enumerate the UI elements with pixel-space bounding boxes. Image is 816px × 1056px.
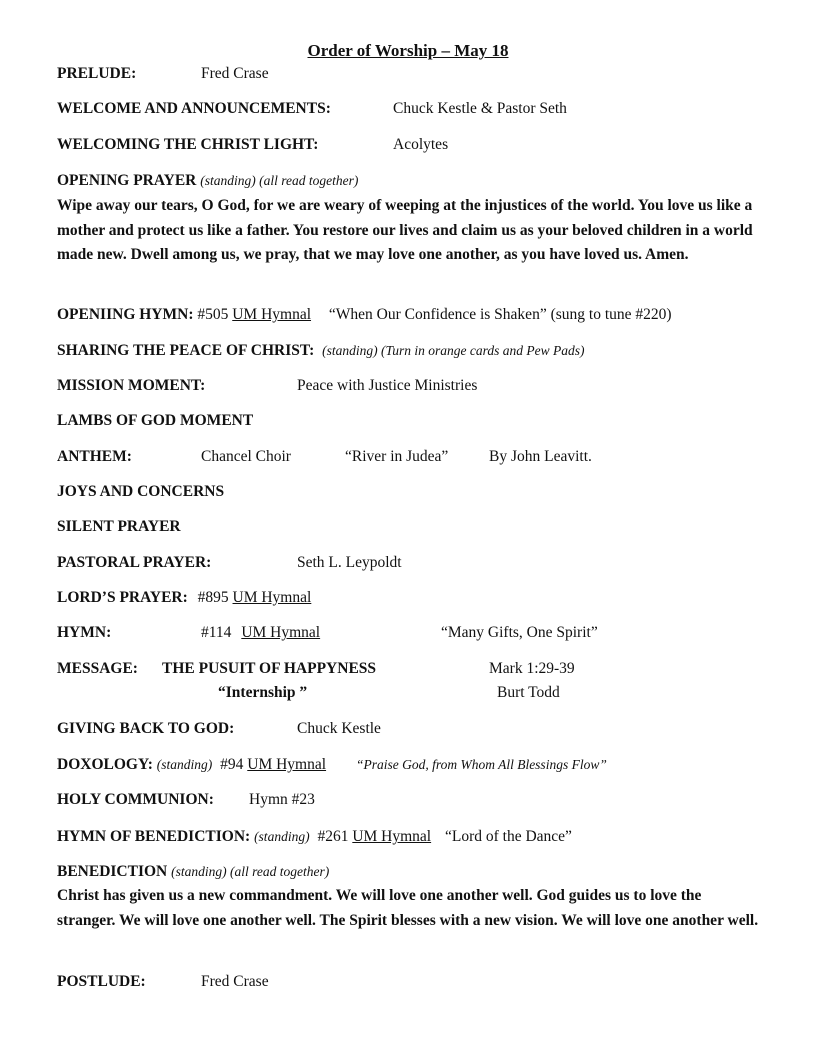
benediction-heading bbox=[57, 862, 329, 882]
opening-prayer-heading bbox=[57, 171, 358, 191]
benediction-hymn-row bbox=[57, 827, 572, 847]
opening-hymn-row bbox=[57, 305, 672, 325]
hymn-hymnal: UM Hymnal bbox=[241, 624, 321, 641]
giving-value: Chuck Kestle bbox=[297, 720, 381, 737]
doxology-row bbox=[57, 755, 607, 775]
anthem-choir: Chancel Choir bbox=[201, 448, 291, 465]
prelude-label: PRELUDE: bbox=[57, 65, 137, 82]
silent-prayer-label: SILENT PRAYER bbox=[57, 518, 181, 535]
doxology-label: DOXOLOGY: bbox=[57, 756, 153, 773]
mission-label: MISSION MOMENT: bbox=[57, 377, 206, 394]
postlude-label: POSTLUDE: bbox=[57, 973, 146, 990]
anthem-composer: By John Leavitt. bbox=[489, 448, 592, 465]
lords-prayer-row bbox=[57, 588, 311, 608]
pastoral-label: PASTORAL PRAYER: bbox=[57, 554, 212, 571]
lambs-label: LAMBS OF GOD MOMENT bbox=[57, 412, 254, 429]
peace-label: SHARING THE PEACE OF CHRIST: bbox=[57, 342, 315, 359]
lords-prayer-number: #895 bbox=[197, 589, 229, 606]
giving-label: GIVING BACK TO GOD: bbox=[57, 720, 235, 737]
doxology-title: “Praise God, from Whom All Blessings Flow” bbox=[355, 757, 607, 772]
opening-hymn-note: (sung to tune #220) bbox=[550, 306, 672, 323]
benediction-hymn-number: #261 bbox=[317, 828, 349, 845]
benediction-note: (standing) (all read together) bbox=[171, 864, 330, 879]
prelude-row bbox=[57, 64, 136, 84]
welcome-value: Chuck Kestle & Pastor Seth bbox=[393, 100, 567, 117]
page-title: Order of Worship – May 18 bbox=[307, 41, 509, 60]
communion-value: Hymn #23 bbox=[249, 791, 315, 808]
opening-prayer-label: OPENING PRAYER bbox=[57, 172, 197, 189]
pastoral-value: Seth L. Leypoldt bbox=[297, 554, 402, 571]
benediction-hymn-title: “Lord of the Dance” bbox=[444, 828, 572, 845]
hymn-label: HYMN: bbox=[57, 624, 112, 641]
lords-prayer-hymnal: UM Hymnal bbox=[232, 589, 312, 606]
opening-hymn-label: OPENIING HYMN: bbox=[57, 306, 194, 323]
opening-hymn-number: #505 bbox=[197, 306, 229, 323]
message-speaker: Burt Todd bbox=[497, 684, 560, 701]
joys-label: JOYS AND CONCERNS bbox=[57, 483, 225, 500]
doxology-note: (standing) bbox=[156, 757, 213, 772]
benediction-label: BENEDICTION bbox=[57, 863, 168, 880]
benediction-text: Christ has given us a new commandment. We will love one another well. God guides us to love the stranger. We will love one another well. The Spirit blesses with a new vision. We will love one another well. bbox=[57, 887, 759, 929]
message-label: MESSAGE: bbox=[57, 660, 138, 677]
message-title: THE PUSUIT OF HAPPYNESS bbox=[162, 660, 377, 677]
anthem-title: “River in Judea” bbox=[345, 448, 449, 465]
peace-note: (standing) (Turn in orange cards and Pew Pads) bbox=[322, 343, 585, 358]
prelude-value: Fred Crase bbox=[201, 65, 269, 82]
christ-light-value: Acolytes bbox=[393, 136, 449, 153]
peace-row bbox=[57, 341, 584, 361]
communion-label: HOLY COMMUNION: bbox=[57, 791, 214, 808]
opening-hymn-hymnal: UM Hymnal bbox=[232, 306, 312, 323]
benediction-hymn-hymnal: UM Hymnal bbox=[352, 828, 432, 845]
opening-prayer-text: Wipe away our tears, O God, for we are weary of weeping at the injustices of the world. You love us like a mother and protect us like a father. You restore our lives and claim us as your beloved children in a world made new. Dwell among us, we pray, that we may love one another, as you have loved us. Amen. bbox=[57, 197, 753, 264]
benediction-hymn-note: (standing) bbox=[254, 829, 310, 844]
postlude-value: Fred Crase bbox=[201, 973, 269, 990]
hymn-number-group bbox=[201, 623, 320, 643]
anthem-label: ANTHEM: bbox=[57, 448, 132, 465]
opening-prayer-note: (standing) (all read together) bbox=[200, 173, 359, 188]
welcome-label: WELCOME AND ANNOUNCEMENTS: bbox=[57, 100, 331, 117]
opening-hymn-title: “When Our Confidence is Shaken” bbox=[328, 306, 547, 323]
mission-value: Peace with Justice Ministries bbox=[297, 377, 478, 394]
hymn-number: #114 bbox=[201, 624, 232, 641]
message-subtitle: “Internship ” bbox=[218, 684, 308, 701]
lords-prayer-label: LORD’S PRAYER: bbox=[57, 589, 188, 606]
hymn-title: “Many Gifts, One Spirit” bbox=[441, 624, 598, 641]
benediction-hymn-label: HYMN OF BENEDICTION: bbox=[57, 828, 251, 845]
doxology-number: #94 bbox=[220, 756, 244, 773]
doxology-hymnal: UM Hymnal bbox=[247, 756, 327, 773]
message-scripture: Mark 1:29-39 bbox=[489, 660, 575, 677]
christ-light-label: WELCOMING THE CHRIST LIGHT: bbox=[57, 136, 319, 153]
